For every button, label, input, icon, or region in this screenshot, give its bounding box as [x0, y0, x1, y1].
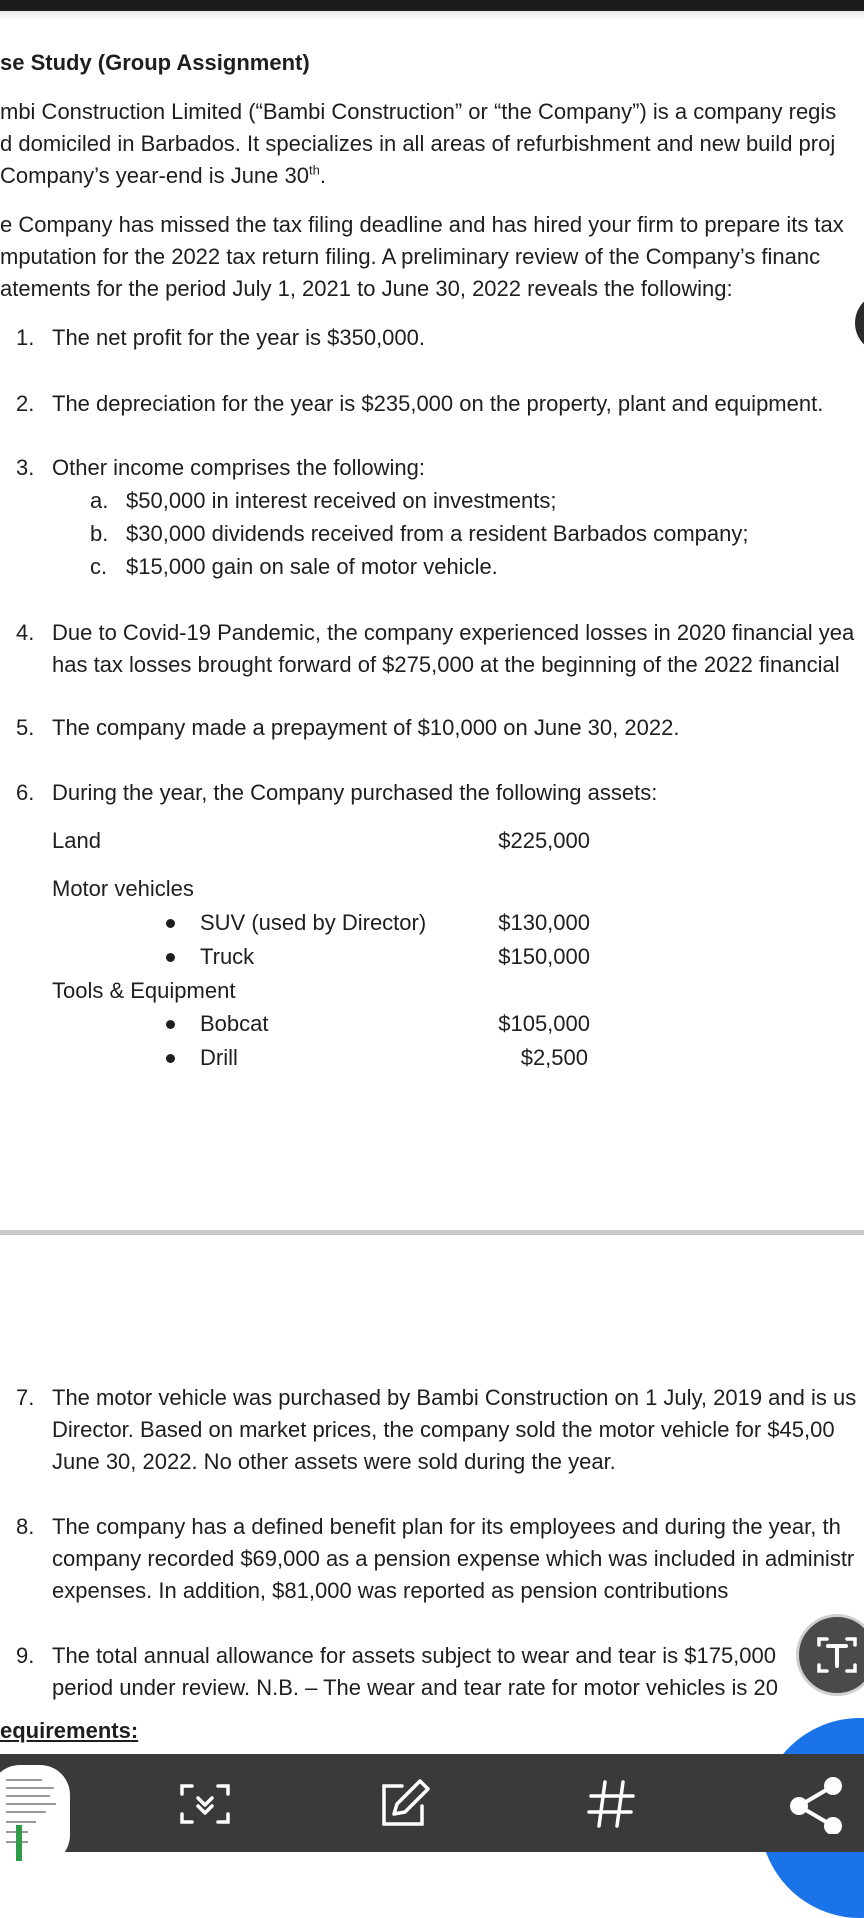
bottom-toolbar [0, 1754, 864, 1852]
intro-line-2: d domiciled in Barbados. It specializes in all areas of refurbishment and new build proj [0, 131, 836, 156]
item-9-line-2: period under review. N.B. – The wear and tear rate for motor vehicles is 20 [52, 1675, 778, 1700]
item-4-line-1: Due to Covid-19 Pandemic, the company experienced losses in 2020 financial yea [52, 620, 855, 645]
bullet [166, 953, 175, 962]
page-divider [0, 1230, 864, 1235]
bullet [166, 919, 175, 928]
item-3-text: Other income comprises the following: [52, 455, 425, 480]
item-number: 4. [16, 620, 35, 645]
code-icon[interactable] [170, 1774, 240, 1834]
share-icon[interactable] [776, 1774, 856, 1834]
page-title: se Study (Group Assignment) [0, 50, 310, 75]
item-8-line-1: The company has a defined benefit plan for its employees and during the year, th [52, 1514, 841, 1539]
subitem-letter: c. [90, 554, 108, 579]
para2-line-1: e Company has missed the tax filing deadline and has hired your firm to prepare its tax [0, 212, 844, 237]
subitem-letter: a. [90, 488, 109, 513]
item-number: 1. [16, 325, 35, 350]
subitem-b-text: $30,000 dividends received from a resident Barbados company; [126, 521, 749, 546]
item-7-line-3: June 30, 2022. No other assets were sold during the year. [52, 1449, 616, 1474]
intro-line-3: Company’s year-end is June 30th. [0, 162, 326, 188]
item-number: 3. [16, 455, 35, 480]
item-5-text: The company made a prepayment of $10,000 on June 30, 2022. [52, 715, 680, 740]
para2-line-3: atements for the period July 1, 2021 to June 30, 2022 reveals the following: [0, 276, 733, 301]
item-7-line-1: The motor vehicle was purchased by Bambi Construction on 1 July, 2019 and is us [52, 1385, 857, 1410]
asset-suv-value: $130,000 [498, 910, 590, 935]
edit-icon[interactable] [368, 1774, 442, 1834]
top-shadow [0, 11, 864, 21]
item-number: 8. [16, 1514, 35, 1539]
asset-group-tools: Tools & Equipment [52, 978, 236, 1003]
para2-line-2: mputation for the 2022 tax return filing. A preliminary review of the Company’s financ [0, 244, 821, 269]
item-1-text: The net profit for the year is $350,000. [52, 325, 426, 350]
subitem-letter: b. [90, 521, 109, 546]
item-7-line-2: Director. Based on market prices, the company sold the motor vehicle for $45,00 [52, 1417, 835, 1442]
item-number: 9. [16, 1643, 35, 1668]
asset-bobcat-value: $105,000 [498, 1011, 590, 1036]
item-4-line-2: has tax losses brought forward of $275,000 at the beginning of the 2022 financial [52, 652, 840, 677]
asset-land-value: $225,000 [498, 828, 590, 853]
subitem-a-text: $50,000 in interest received on investments; [126, 488, 557, 513]
hashtag-icon[interactable] [576, 1774, 646, 1834]
item-8-line-3: expenses. In addition, $81,000 was reported as pension contributions [52, 1578, 729, 1603]
text-scan-icon [813, 1631, 861, 1679]
asset-truck-value: $150,000 [498, 944, 590, 969]
item-2-text: The depreciation for the year is $235,000 on the property, plant and equipment. [52, 391, 824, 416]
asset-drill-value: $2,500 [520, 1045, 588, 1070]
asset-suv-label: SUV (used by Director) [200, 910, 427, 935]
item-number: 6. [16, 780, 35, 805]
document-page-1[interactable] [0, 21, 864, 1231]
intro-line-1: mbi Construction Limited (“Bambi Construction” or “the Company”) is a company regis [0, 99, 837, 124]
asset-group-motor-vehicles: Motor vehicles [52, 876, 194, 901]
page-thumbnail[interactable] [0, 1765, 70, 1865]
asset-bobcat-label: Bobcat [200, 1011, 269, 1036]
bullet [166, 1020, 175, 1029]
item-number: 5. [16, 715, 35, 740]
item-9-line-1: The total annual allowance for assets subject to wear and tear is $175,000 [52, 1643, 777, 1668]
document-page-2[interactable] [0, 1240, 864, 1760]
requirements-heading: equirements: [0, 1718, 139, 1743]
asset-drill-label: Drill [200, 1045, 238, 1070]
bullet [166, 1054, 175, 1063]
subitem-c-text: $15,000 gain on sale of motor vehicle. [126, 554, 498, 579]
asset-land-label: Land [52, 828, 101, 853]
item-8-line-2: company recorded $69,000 as a pension expense which was included in administr [52, 1546, 855, 1571]
item-number: 7. [16, 1385, 35, 1410]
item-number: 2. [16, 391, 35, 416]
status-bar [0, 0, 864, 11]
asset-truck-label: Truck [200, 944, 255, 969]
item-6-text: During the year, the Company purchased the following assets: [52, 780, 658, 805]
